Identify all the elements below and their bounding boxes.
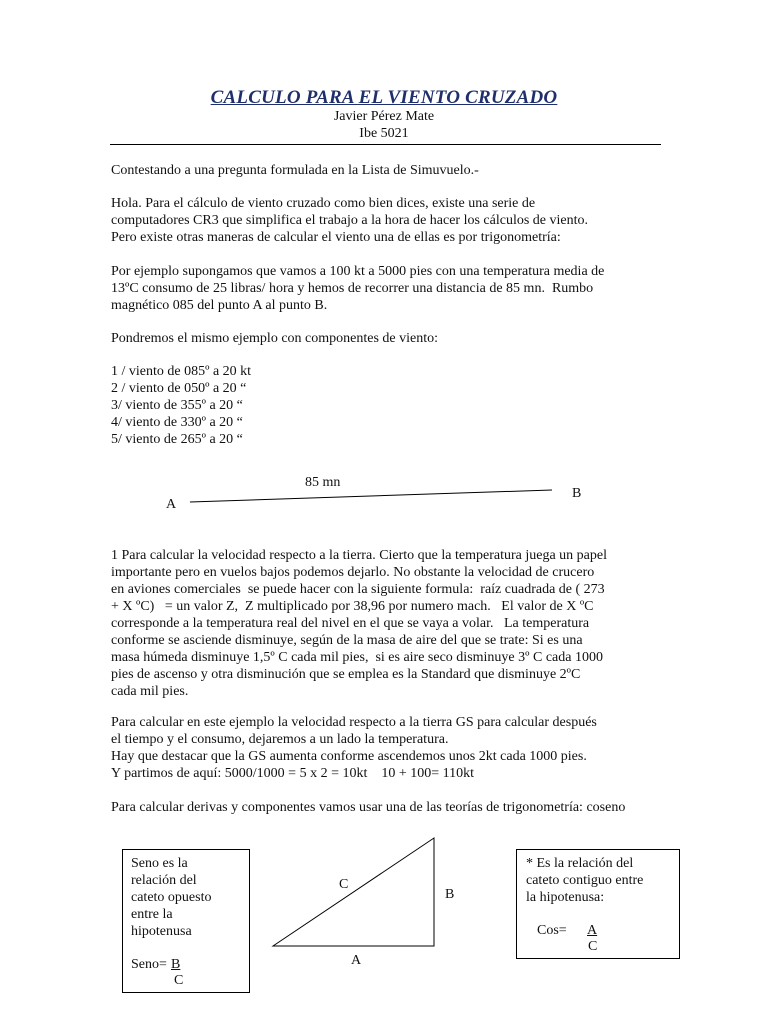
drift-paragraph: Para calcular derivas y componentes vamos usar una de las teorías de trigonometría: coseno [111,800,626,815]
document-title: CALCULO PARA EL VIENTO CRUZADO [210,87,558,108]
text-line: pies de ascenso y otra disminución que se emplea es la Standard que disminuye 2ºC [111,667,581,682]
text-line: Pero existe otras maneras de calcular el viento una de ellas es por trigonometría: [111,230,561,245]
text-line: cateto contiguo entre [526,873,644,888]
text-line: cada mil pies. [111,684,189,699]
route-distance-label: 85 mn [305,475,341,490]
cosine-formula-label: Cos= [537,923,567,938]
sine-denominator: C [174,973,184,988]
author-name: Javier Pérez Mate [333,109,435,124]
sine-definition-box [122,849,250,993]
cosine-denominator: C [588,939,598,954]
list-item: 4/ viento de 330º a 20 “ [111,415,243,430]
triangle-hypotenuse-label: C [339,877,349,892]
cosine-numerator: A [587,923,598,938]
text-line: 1 Para calcular la velocidad respecto a la tierra. Cierto que la temperatura juega un papel [111,548,607,563]
text-line: computadores CR3 que simplifica el trabajo a la hora de hacer los cálculos de viento. [111,213,589,228]
text-line: 13ºC consumo de 25 libras/ hora y hemos de recorrer una distancia de 85 mn. Rumbo [111,281,594,296]
list-item: 2 / viento de 050º a 20 “ [111,381,247,396]
text-line: Hola. Para el cálculo de viento cruzado como bien dices, existe una serie de [111,196,536,211]
route-point-a: A [166,497,177,512]
route-point-b: B [572,486,582,501]
text-line: entre la [131,907,173,922]
list-item: 3/ viento de 355º a 20 “ [111,398,243,413]
text-line: la hipotenusa: [526,890,605,905]
text-line: magnético 085 del punto A al punto B. [111,298,328,313]
triangle-adjacent-label: A [351,953,362,968]
text-line: hipotenusa [131,924,192,939]
text-line: Y partimos de aquí: 5000/1000 = 5 x 2 = 10kt 10 + 100= 110kt [111,766,475,781]
text-line: corresponde a la temperatura real del nivel en el que se vaya a volar. La temperatura [111,616,590,631]
text-line: Seno es la [131,856,188,871]
velocity-paragraph [111,547,691,700]
sine-formula-label: Seno= [131,957,167,972]
text-line: + X ºC) = un valor Z, Z multiplicado por 38,96 por numero mach. El valor de X ºC [111,599,594,614]
route-line [190,490,552,502]
text-line: Hay que destacar que la GS aumenta conforme ascendemos unos 2kt cada 1000 pies. [111,749,587,764]
text-line: Por ejemplo supongamos que vamos a 100 kt a 5000 pies con una temperatura media de [111,264,605,279]
text-line: conforme se asciende disminuye, según de la masa de aire del que se trate: Si es una [111,633,583,648]
components-paragraph: Pondremos el mismo ejemplo con componentes de viento: [111,331,438,346]
text-line: * Es la relación del [526,856,634,871]
triangle-opposite-label: B [445,887,455,902]
ground-speed-paragraph [111,714,691,782]
text-line: en aviones comerciales se puede hacer con la siguiente formula: raíz cuadrada de ( 273 [111,582,605,597]
intro-paragraph: Contestando a una pregunta formulada en la Lista de Simuvuelo.- [111,163,479,178]
text-line: Para calcular en este ejemplo la velocidad respecto a la tierra GS para calcular después [111,715,597,730]
author-id: Ibe 5021 [359,126,409,141]
list-item: 5/ viento de 265º a 20 “ [111,432,243,447]
cosine-definition-box [516,849,680,959]
sine-numerator: B [171,957,181,972]
right-triangle [273,838,434,946]
text-line: masa húmeda disminuye 1,5º C cada mil pies, si es aire seco disminuye 3º C cada 1000 [111,650,603,665]
text-line: importante pero en vuelos bajos podemos dejarlo. No obstante la velocidad de crucero [111,565,595,580]
text-line: cateto opuesto [131,890,212,905]
text-line: relación del [131,873,197,888]
list-item: 1 / viento de 085º a 20 kt [111,364,252,379]
text-line: el tiempo y el consumo, dejaremos a un lado la temperatura. [111,732,449,747]
